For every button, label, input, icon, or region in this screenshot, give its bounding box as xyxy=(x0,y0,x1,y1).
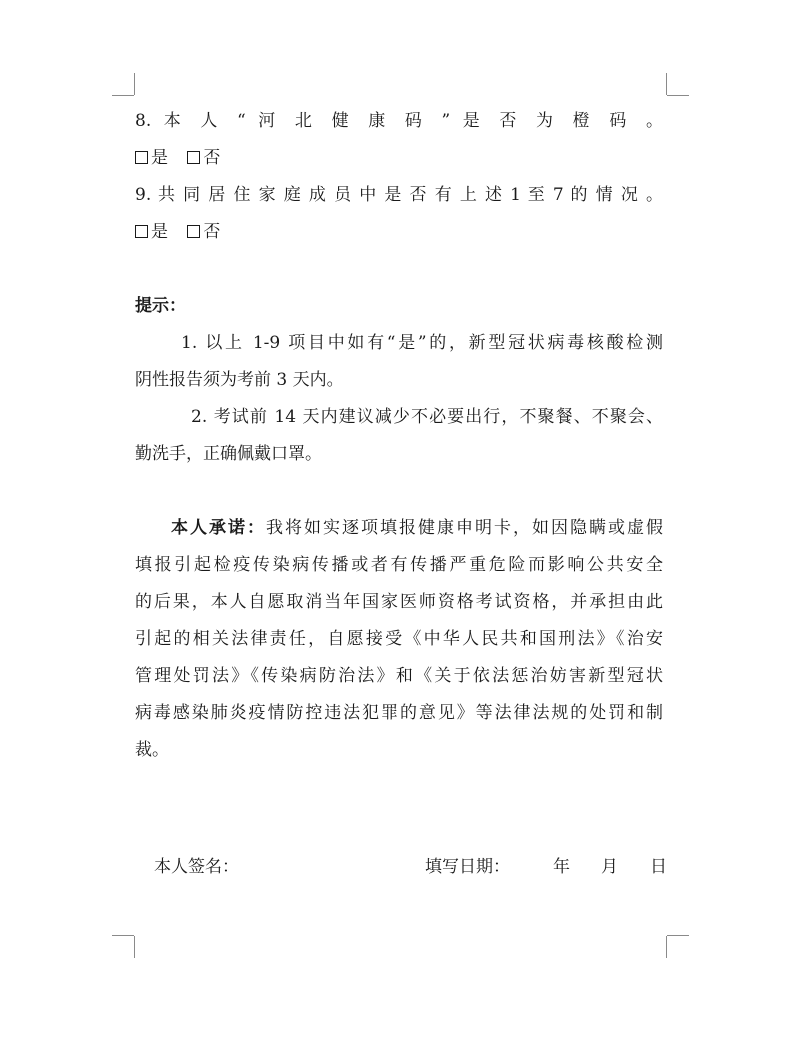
checkbox-icon[interactable] xyxy=(187,151,200,164)
signature-label: 本人签名： xyxy=(154,857,239,877)
option-yes: 是 xyxy=(151,222,168,242)
checkbox-icon[interactable] xyxy=(135,151,148,164)
question-8: 8. 本 人 “ 河 北 健 康 码 ” 是 否 为 橙 码 。 xyxy=(135,111,663,131)
commitment-line-1 xyxy=(135,510,663,547)
blank-line xyxy=(135,251,663,288)
date-label: 填写日期： xyxy=(425,857,510,877)
tips-title: 提示： xyxy=(135,296,186,316)
commitment-line-3: 的后果，本人自愿取消当年国家医师资格考试资格，并承担由此 xyxy=(135,592,663,612)
commitment-line-2: 填报引起检疫传染病传播或者有传播严重危险而影响公共安全 xyxy=(135,555,663,575)
date-year: 年 xyxy=(553,857,570,877)
question-9: 9. 共 同 居 住 家 庭 成 员 中 是 否 有 上 述 1 至 7 的 情 况 。 xyxy=(135,185,663,205)
document-body xyxy=(135,103,663,769)
option-no: 否 xyxy=(203,222,221,242)
commitment-text: 我将如实逐项填报健康申明卡，如因隐瞒或虚假 xyxy=(266,518,663,538)
tip-2-line-2: 勤洗手，正确佩戴口罩。 xyxy=(135,444,322,464)
checkbox-icon[interactable] xyxy=(135,225,148,238)
date-day: 日 xyxy=(650,857,667,877)
tip-2-line-1: 2. 考试前 14 天内建议减少不必要出行，不聚餐、不聚会、 xyxy=(191,407,663,427)
checkbox-icon[interactable] xyxy=(187,225,200,238)
tip-1-line-2: 阴性报告须为考前 3 天内。 xyxy=(135,370,344,390)
tip-1-line-1: 1. 以上 1-9 项目中如有“是”的，新型冠状病毒核酸检测 xyxy=(181,333,663,353)
commitment-label: 本人承诺： xyxy=(171,518,266,538)
commitment-line-7: 裁。 xyxy=(135,740,169,760)
commitment-line-5: 管理处罚法》《传染病防治法》和《关于依法惩治妨害新型冠状 xyxy=(135,666,663,686)
commitment-line-4: 引起的相关法律责任，自愿接受《中华人民共和国刑法》《治安 xyxy=(135,629,663,649)
date-month: 月 xyxy=(601,857,618,877)
question-9-options xyxy=(135,214,663,251)
blank-line xyxy=(135,473,663,510)
question-8-options xyxy=(135,140,663,177)
option-yes: 是 xyxy=(151,148,168,168)
option-no: 否 xyxy=(203,148,221,168)
commitment-line-6: 病毒感染肺炎疫情防控违法犯罪的意见》等法律法规的处罚和制 xyxy=(135,703,663,723)
